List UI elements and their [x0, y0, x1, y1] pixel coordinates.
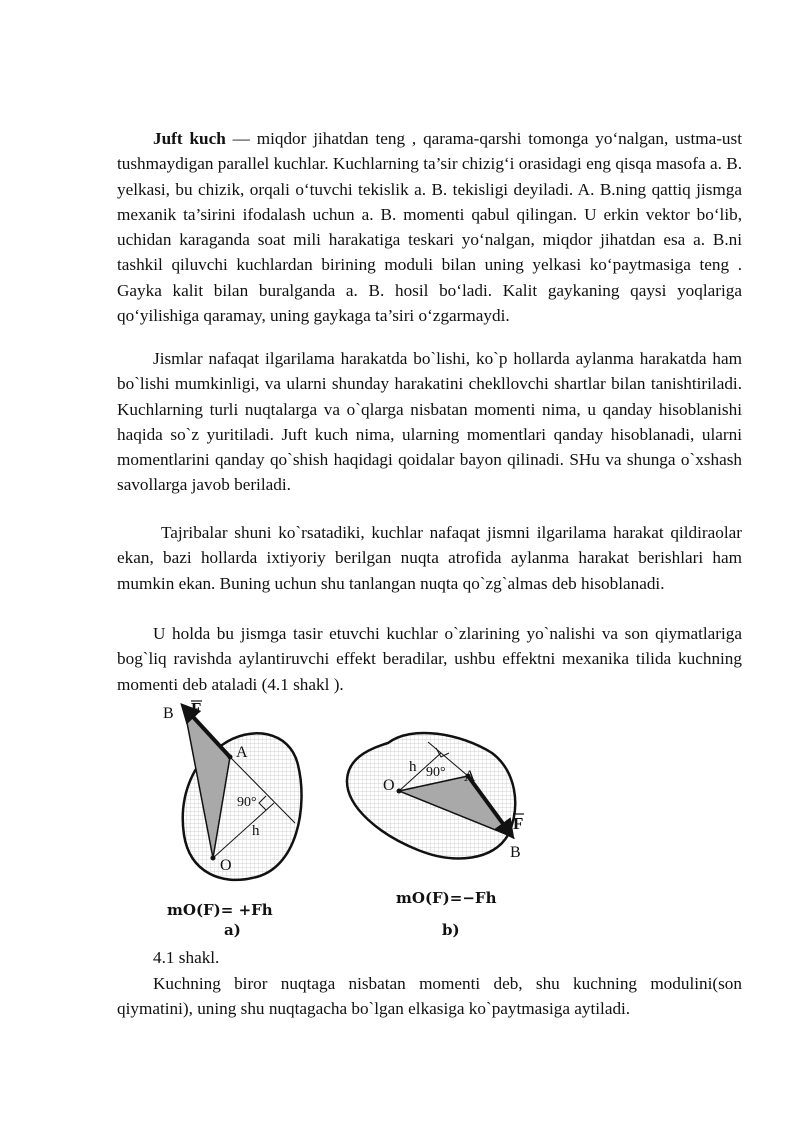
label-h-a: h	[252, 823, 260, 839]
label-F-a: F	[191, 699, 202, 718]
label-h-b: h	[409, 759, 417, 775]
label-angle-a: 90°	[237, 795, 257, 810]
label-F-b: F	[513, 814, 524, 833]
point-A-a	[228, 755, 233, 760]
label-O-a: O	[220, 857, 232, 874]
label-B-a: B	[163, 705, 174, 722]
formula-a: mO(F)= +Fh	[167, 901, 273, 919]
label-A-b: A	[464, 768, 476, 785]
diagram-a	[163, 699, 302, 939]
moment-diagram	[150, 695, 550, 945]
formula-b: mO(F)=−Fh	[396, 889, 497, 907]
figure-caption: 4.1 shakl.	[153, 948, 220, 967]
paragraph-moment-effect: U holda bu jismga tasir etuvchi kuchlar o`zlarining yo`nalishi va son qiymatlariga bog`liq ravishda aylantiruvchi effekt beradilar, ushbu effektni mexanika tilida kuchning momenti deb ataladi (4.1 shakl ).	[117, 624, 742, 694]
label-A-a: A	[236, 744, 248, 761]
diagram-b	[347, 733, 524, 939]
paragraph-moment-definition: Kuchning biror nuqtaga nisbatan momenti deb, shu kuchning modulini(son qiymatini), uning shu nuqtagacha bo`lgan elkasiga ko`paytmasiga aytiladi.	[117, 974, 742, 1019]
label-angle-b: 90°	[426, 765, 446, 780]
paragraph-tajribalar: Tajribalar shuni ko`rsatadiki, kuchlar nafaqat jismni ilgarilama harakat qildiraolar ekan, bazi hollarda ixtiyoriy berilgan nuqta atrofida aylanma harakat berishlari ham mumkin ekan. Buning uchun shu tanlangan nuqta qo`zg`almas deb hisoblanadi.	[117, 523, 742, 593]
paragraph-juft-kuch	[117, 126, 742, 328]
paragraph-intro: Jismlar nafaqat ilgarilama harakatda bo`lishi, ko`p hollarda aylanma harakatda ham bo`lishi mumkinligi, va ularni shunday harakatini chekllovchi shartlar bilan tanishtiriladi. Kuchlarning turli nuqtalarga va o`qlarga nisbatan momenti nima, u qanday hisoblanishi haqida so`z yuritiladi. Juft kuch nima, ularning momentlari qanday hisoblanadi, ularni momentlarini qanday qo`shish haqidagi qoidalar bayon qilinadi. SHu va shunga o`xshash savollarga javob beriladi.	[117, 349, 742, 495]
label-O-b: O	[383, 777, 395, 794]
point-O-b	[397, 789, 402, 794]
sublabel-b: b)	[442, 921, 460, 939]
sublabel-a: a)	[224, 921, 241, 939]
label-B-b: B	[510, 844, 521, 861]
term-juft-kuch: Juft kuch	[153, 129, 226, 148]
paragraph-juft-kuch-text: — miqdor jihatdan teng , qarama-qarshi tomonga yo‘nalgan, ustma-ust tushmaydigan parallel kuchlar. Kuchlarning ta’sir chizig‘i orasidagi eng qisqa masofa a. B. yelkasi, bu chizik, orqali o‘tuvchi tekislik a. B. tekisligi deyiladi. A. B.ning qattiq jismga mexanik ta’sirini ifodalash uchun a. B. momenti qabul qilingan. U erkin vektor bo‘lib, uchidan karaganda soat mili harakatiga teskari yo‘nalgan, miqdor jihatdan esa a. B.ni tashkil qiluvchi kuchlardan birining moduli bilan uning yelkasi ko‘paytmasiga teng . Gayka kalit bilan buralganda a. B. hosil bo‘ladi. Kalit gaykaning qaysi yoqlariga qo‘yilishiga qaramay, uning gaykaga ta’siri o‘zgarmaydi.	[117, 129, 742, 326]
point-O-a	[211, 856, 216, 861]
figure-4-1	[150, 695, 550, 945]
